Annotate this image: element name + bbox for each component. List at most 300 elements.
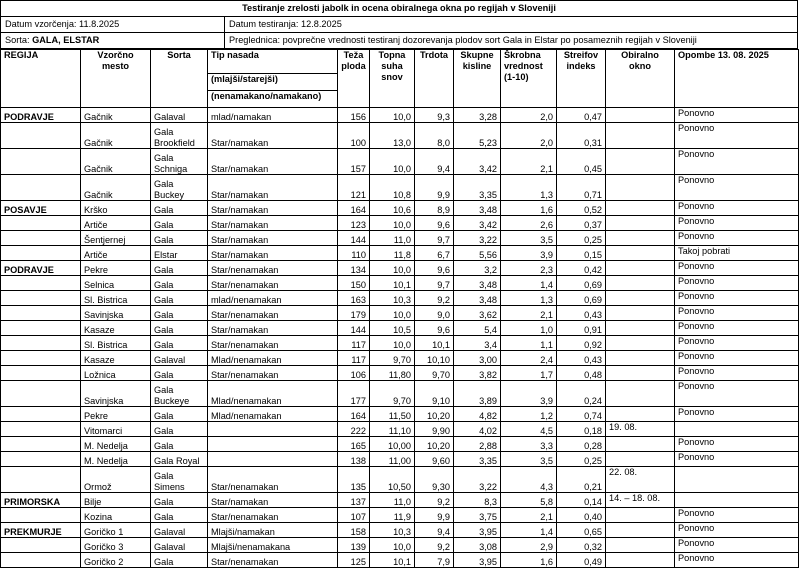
cell-harvest-window (606, 231, 675, 246)
cell-acids: 3,75 (454, 508, 501, 523)
table-row (1, 467, 799, 493)
table-row (1, 246, 799, 261)
col-regija: REGIJA (1, 50, 81, 108)
cell-firmness: 9,6 (415, 216, 454, 231)
cell-remarks: Ponovno (675, 437, 799, 452)
cell-sample-site: Kasaze (81, 321, 151, 336)
cell-streif-index: 0,42 (557, 261, 606, 276)
cell-acids: 3,95 (454, 523, 501, 538)
table-row (1, 452, 799, 467)
cell-region (1, 422, 81, 437)
cell-fruit-weight: 177 (338, 381, 370, 407)
cell-starch-value: 2,0 (501, 108, 557, 123)
cell-acids: 3,48 (454, 201, 501, 216)
cell-streif-index: 0,49 (557, 553, 606, 568)
cell-region (1, 175, 81, 201)
cell-orchard-type: Star/namakan (208, 201, 338, 216)
table-row (1, 216, 799, 231)
cell-region (1, 381, 81, 407)
cell-starch-value: 2,0 (501, 123, 557, 149)
cell-firmness: 9,70 (415, 366, 454, 381)
cell-fruit-weight: 164 (338, 407, 370, 422)
cell-variety: Gala (151, 201, 208, 216)
cell-streif-index: 0,18 (557, 422, 606, 437)
cell-region (1, 452, 81, 467)
cell-fruit-weight: 222 (338, 422, 370, 437)
cell-soluble-solids: 11,80 (370, 366, 415, 381)
cell-firmness: 9,10 (415, 381, 454, 407)
cell-firmness: 10,20 (415, 437, 454, 452)
cell-firmness: 9,4 (415, 523, 454, 538)
cell-soluble-solids: 10,0 (370, 538, 415, 553)
cell-remarks: Ponovno (675, 149, 799, 175)
cell-region (1, 538, 81, 553)
cell-variety: Gala (151, 366, 208, 381)
cell-harvest-window (606, 175, 675, 201)
cell-variety: Gala (151, 321, 208, 336)
cell-remarks: Ponovno (675, 452, 799, 467)
cell-starch-value: 1,3 (501, 175, 557, 201)
cell-harvest-window (606, 123, 675, 149)
cell-remarks: Ponovno (675, 321, 799, 336)
cell-fruit-weight: 157 (338, 149, 370, 175)
cell-region (1, 123, 81, 149)
cell-starch-value: 3,9 (501, 246, 557, 261)
col-skrobna: Škrobna vrednost (1-10) (501, 50, 557, 108)
cell-harvest-window (606, 381, 675, 407)
cell-variety: Gala (151, 422, 208, 437)
cell-sample-site: Bilje (81, 493, 151, 508)
cell-streif-index: 0,65 (557, 523, 606, 538)
cell-fruit-weight: 164 (338, 201, 370, 216)
cell-harvest-window (606, 216, 675, 231)
cell-starch-value: 1,7 (501, 366, 557, 381)
cell-variety: Galaval (151, 351, 208, 366)
cell-remarks: Ponovno (675, 351, 799, 366)
cell-sample-site: Artiče (81, 246, 151, 261)
table-row (1, 276, 799, 291)
cell-streif-index: 0,45 (557, 149, 606, 175)
cell-remarks: Ponovno (675, 108, 799, 123)
cell-firmness: 7,9 (415, 553, 454, 568)
cell-sample-site: Gačnik (81, 108, 151, 123)
cell-firmness: 9,0 (415, 306, 454, 321)
cell-soluble-solids: 10,0 (370, 108, 415, 123)
cell-firmness: 9,90 (415, 422, 454, 437)
cell-harvest-window (606, 246, 675, 261)
sampling-date: Datum vzorčenja: 11.8.2025 (1, 17, 225, 32)
cell-variety: Gala (151, 508, 208, 523)
cell-fruit-weight: 100 (338, 123, 370, 149)
cell-harvest-window (606, 508, 675, 523)
cell-streif-index: 0,31 (557, 123, 606, 149)
cell-starch-value: 3,9 (501, 381, 557, 407)
cell-fruit-weight: 106 (338, 366, 370, 381)
cell-firmness: 9,4 (415, 149, 454, 175)
cell-acids: 3,95 (454, 553, 501, 568)
cell-starch-value: 5,8 (501, 493, 557, 508)
cell-firmness: 9,60 (415, 452, 454, 467)
cell-harvest-window (606, 407, 675, 422)
cell-soluble-solids: 11,00 (370, 452, 415, 467)
cell-streif-index: 0,71 (557, 175, 606, 201)
cell-starch-value: 2,4 (501, 351, 557, 366)
cell-starch-value: 3,3 (501, 437, 557, 452)
cell-fruit-weight: 134 (338, 261, 370, 276)
cell-fruit-weight: 163 (338, 291, 370, 306)
cell-fruit-weight: 144 (338, 321, 370, 336)
cell-soluble-solids: 9,70 (370, 351, 415, 366)
cell-harvest-window (606, 201, 675, 216)
cell-region (1, 437, 81, 452)
cell-soluble-solids: 9,70 (370, 381, 415, 407)
cell-soluble-solids: 10,00 (370, 437, 415, 452)
col-trdota: Trdota (415, 50, 454, 108)
cell-starch-value: 1,6 (501, 201, 557, 216)
cell-starch-value: 1,1 (501, 336, 557, 351)
cell-remarks: Ponovno (675, 366, 799, 381)
cell-region (1, 291, 81, 306)
cell-variety: Gala Buckeye (151, 381, 208, 407)
cell-region (1, 407, 81, 422)
cell-firmness: 9,9 (415, 508, 454, 523)
cell-starch-value: 2,1 (501, 508, 557, 523)
cell-orchard-type: Mlad/nenamakan (208, 351, 338, 366)
cell-orchard-type (208, 422, 338, 437)
cell-remarks (675, 467, 799, 493)
cell-sample-site: Selnica (81, 276, 151, 291)
cell-soluble-solids: 11,0 (370, 231, 415, 246)
cell-acids: 8,3 (454, 493, 501, 508)
cell-acids: 3,4 (454, 336, 501, 351)
cell-sample-site: Pekre (81, 407, 151, 422)
cell-streif-index: 0,74 (557, 407, 606, 422)
cell-variety: Galaval (151, 538, 208, 553)
cell-variety: Galaval (151, 108, 208, 123)
table-row (1, 553, 799, 568)
cell-harvest-window (606, 336, 675, 351)
cell-variety: Gala (151, 336, 208, 351)
cell-orchard-type: Star/namakan (208, 246, 338, 261)
cell-remarks: Ponovno (675, 175, 799, 201)
cell-variety: Galaval (151, 523, 208, 538)
cell-acids: 3,22 (454, 231, 501, 246)
cell-sample-site: Ormož (81, 467, 151, 493)
cell-region (1, 351, 81, 366)
cell-region (1, 366, 81, 381)
cell-orchard-type: Star/nenamakan (208, 276, 338, 291)
cell-streif-index: 0,91 (557, 321, 606, 336)
cell-sample-site: Krško (81, 201, 151, 216)
col-kisline: Skupne kisline (454, 50, 501, 108)
cell-region (1, 276, 81, 291)
cell-streif-index: 0,47 (557, 108, 606, 123)
cell-acids: 3,2 (454, 261, 501, 276)
table-row (1, 336, 799, 351)
cell-acids: 5,4 (454, 321, 501, 336)
cell-region (1, 149, 81, 175)
cell-variety: Gala Royal (151, 452, 208, 467)
cell-harvest-window (606, 321, 675, 336)
cell-fruit-weight: 121 (338, 175, 370, 201)
cell-orchard-type: Mlajši/namakan (208, 523, 338, 538)
cell-variety: Gala (151, 276, 208, 291)
cell-region: PRIMORSKA (1, 493, 81, 508)
cell-sample-site: Sl. Bistrica (81, 291, 151, 306)
cell-acids: 3,22 (454, 467, 501, 493)
table-row (1, 437, 799, 452)
cell-sample-site: Goričko 2 (81, 553, 151, 568)
cell-orchard-type: Star/nenamakan (208, 467, 338, 493)
cell-starch-value: 2,3 (501, 261, 557, 276)
cell-soluble-solids: 10,50 (370, 467, 415, 493)
col-tip-nasada: Tip nasada (208, 50, 338, 74)
cell-acids: 3,48 (454, 276, 501, 291)
table-row (1, 508, 799, 523)
cell-orchard-type: Star/namakan (208, 321, 338, 336)
cell-acids: 5,56 (454, 246, 501, 261)
cell-harvest-window (606, 351, 675, 366)
cell-streif-index: 0,15 (557, 246, 606, 261)
cell-soluble-solids: 13,0 (370, 123, 415, 149)
cell-streif-index: 0,69 (557, 276, 606, 291)
cell-streif-index: 0,40 (557, 508, 606, 523)
cell-streif-index: 0,14 (557, 493, 606, 508)
cell-acids: 3,42 (454, 216, 501, 231)
cell-fruit-weight: 135 (338, 467, 370, 493)
cell-region (1, 216, 81, 231)
table-row (1, 231, 799, 246)
cell-harvest-window (606, 452, 675, 467)
cell-harvest-window (606, 523, 675, 538)
cell-soluble-solids: 11,9 (370, 508, 415, 523)
cell-region (1, 231, 81, 246)
table-row (1, 306, 799, 321)
cell-firmness: 9,2 (415, 493, 454, 508)
cell-acids: 4,82 (454, 407, 501, 422)
cell-sample-site: Sl. Bistrica (81, 336, 151, 351)
cell-remarks: Ponovno (675, 553, 799, 568)
cell-firmness: 10,20 (415, 407, 454, 422)
table-row (1, 381, 799, 407)
cell-variety: Gala (151, 291, 208, 306)
variety-info (1, 33, 225, 48)
cell-orchard-type: Star/nenamakan (208, 366, 338, 381)
cell-streif-index: 0,48 (557, 366, 606, 381)
cell-sample-site: Savinjska (81, 306, 151, 321)
cell-soluble-solids: 10,1 (370, 553, 415, 568)
cell-fruit-weight: 107 (338, 508, 370, 523)
col-streif: Streifov indeks (557, 50, 606, 108)
cell-streif-index: 0,92 (557, 336, 606, 351)
cell-remarks: Ponovno (675, 291, 799, 306)
table-caption: Preglednica: povprečne vrednosti testiranj dozorevanja plodov sort Gala in Elstar po posameznih regijah v Sloveniji (229, 35, 697, 45)
cell-soluble-solids: 10,0 (370, 336, 415, 351)
cell-remarks: Ponovno (675, 123, 799, 149)
cell-starch-value: 2,6 (501, 216, 557, 231)
cell-remarks: Ponovno (675, 276, 799, 291)
cell-sample-site: Kasaze (81, 351, 151, 366)
col-opombe: Opombe 13. 08. 2025 (675, 50, 799, 108)
cell-starch-value: 3,5 (501, 231, 557, 246)
cell-starch-value: 1,3 (501, 291, 557, 306)
variety-value: GALA, ELSTAR (32, 35, 100, 45)
cell-variety: Gala (151, 493, 208, 508)
cell-variety: Gala (151, 231, 208, 246)
cell-soluble-solids: 10,5 (370, 321, 415, 336)
cell-soluble-solids: 11,8 (370, 246, 415, 261)
cell-sample-site: Goričko 3 (81, 538, 151, 553)
cell-fruit-weight: 117 (338, 351, 370, 366)
cell-starch-value: 1,6 (501, 553, 557, 568)
cell-fruit-weight: 165 (338, 437, 370, 452)
cell-remarks: Ponovno (675, 508, 799, 523)
cell-streif-index: 0,37 (557, 216, 606, 231)
cell-variety: Gala (151, 216, 208, 231)
cell-firmness: 9,6 (415, 261, 454, 276)
cell-remarks: Ponovno (675, 381, 799, 407)
cell-orchard-type: Star/nenamakan (208, 306, 338, 321)
cell-variety: Gala (151, 437, 208, 452)
table-row (1, 321, 799, 336)
report-header (0, 0, 798, 49)
table-row (1, 261, 799, 276)
cell-soluble-solids: 10,3 (370, 523, 415, 538)
cell-starch-value: 4,3 (501, 467, 557, 493)
cell-acids: 3,35 (454, 452, 501, 467)
cell-harvest-window (606, 261, 675, 276)
cell-acids: 3,35 (454, 175, 501, 201)
cell-acids: 2,88 (454, 437, 501, 452)
cell-fruit-weight: 150 (338, 276, 370, 291)
table-row (1, 175, 799, 201)
cell-region (1, 467, 81, 493)
cell-orchard-type: Star/namakan (208, 231, 338, 246)
cell-fruit-weight: 137 (338, 493, 370, 508)
cell-firmness: 9,7 (415, 276, 454, 291)
cell-fruit-weight: 179 (338, 306, 370, 321)
cell-sample-site: Goričko 1 (81, 523, 151, 538)
table-row (1, 108, 799, 123)
cell-acids: 3,08 (454, 538, 501, 553)
cell-remarks: Takoj pobrati (675, 246, 799, 261)
cell-soluble-solids: 11,10 (370, 422, 415, 437)
cell-acids: 3,42 (454, 149, 501, 175)
cell-sample-site: Vitomarci (81, 422, 151, 437)
table-row (1, 149, 799, 175)
cell-orchard-type: Star/namakan (208, 149, 338, 175)
cell-region: POSAVJE (1, 201, 81, 216)
cell-remarks: Ponovno (675, 306, 799, 321)
report-title: Testiranje zrelosti jabolk in ocena obiralnega okna po regijah v Sloveniji (242, 3, 556, 13)
cell-harvest-window: 14. – 18. 08. (606, 493, 675, 508)
cell-fruit-weight: 138 (338, 452, 370, 467)
cell-streif-index: 0,32 (557, 538, 606, 553)
cell-remarks: Ponovno (675, 538, 799, 553)
cell-orchard-type: Star/nenamakan (208, 336, 338, 351)
cell-harvest-window (606, 149, 675, 175)
cell-firmness: 10,10 (415, 351, 454, 366)
cell-harvest-window (606, 306, 675, 321)
cell-orchard-type: mlad/namakan (208, 108, 338, 123)
cell-harvest-window (606, 366, 675, 381)
cell-harvest-window: 22. 08. (606, 467, 675, 493)
cell-region (1, 336, 81, 351)
cell-acids: 3,62 (454, 306, 501, 321)
table-row (1, 351, 799, 366)
cell-soluble-solids: 10,0 (370, 149, 415, 175)
cell-variety: Gala (151, 553, 208, 568)
cell-soluble-solids: 10,0 (370, 216, 415, 231)
cell-fruit-weight: 110 (338, 246, 370, 261)
cell-harvest-window (606, 538, 675, 553)
cell-remarks: Ponovno (675, 407, 799, 422)
cell-firmness: 9,30 (415, 467, 454, 493)
table-row (1, 407, 799, 422)
cell-acids: 3,48 (454, 291, 501, 306)
cell-firmness: 9,7 (415, 231, 454, 246)
cell-region: PODRAVJE (1, 108, 81, 123)
cell-streif-index: 0,52 (557, 201, 606, 216)
cell-harvest-window (606, 276, 675, 291)
cell-sample-site: M. Nedelja (81, 437, 151, 452)
cell-starch-value: 2,1 (501, 306, 557, 321)
table-row (1, 493, 799, 508)
cell-variety: Gala Simens (151, 467, 208, 493)
cell-soluble-solids: 10,0 (370, 306, 415, 321)
col-vzorcno-mesto: Vzorčno mesto (81, 50, 151, 108)
cell-starch-value: 4,5 (501, 422, 557, 437)
cell-sample-site: Gačnik (81, 149, 151, 175)
cell-region: PODRAVJE (1, 261, 81, 276)
cell-firmness: 9,9 (415, 175, 454, 201)
table-body (1, 108, 799, 568)
cell-streif-index: 0,25 (557, 452, 606, 467)
cell-starch-value: 1,4 (501, 276, 557, 291)
cell-soluble-solids: 11,0 (370, 493, 415, 508)
cell-orchard-type (208, 452, 338, 467)
cell-streif-index: 0,25 (557, 231, 606, 246)
cell-sample-site: M. Nedelja (81, 452, 151, 467)
table-row (1, 422, 799, 437)
col-obiralno: Obiralno okno (606, 50, 675, 108)
cell-remarks: Ponovno (675, 336, 799, 351)
cell-region (1, 321, 81, 336)
cell-starch-value: 3,5 (501, 452, 557, 467)
col-teza: Teža ploda (338, 50, 370, 108)
cell-acids: 3,82 (454, 366, 501, 381)
cell-orchard-type: Star/nenamakan (208, 553, 338, 568)
cell-soluble-solids: 10,0 (370, 261, 415, 276)
cell-orchard-type: Mlajši/nenamakana (208, 538, 338, 553)
col-topna: Topna suha snov (370, 50, 415, 108)
cell-remarks: Ponovno (675, 231, 799, 246)
cell-variety: Gala Schniga (151, 149, 208, 175)
cell-starch-value: 2,9 (501, 538, 557, 553)
cell-sample-site: Gačnik (81, 175, 151, 201)
cell-sample-site: Šentjernej (81, 231, 151, 246)
cell-firmness: 9,2 (415, 538, 454, 553)
cell-starch-value: 1,2 (501, 407, 557, 422)
cell-soluble-solids: 10,8 (370, 175, 415, 201)
cell-remarks: Ponovno (675, 523, 799, 538)
table-row (1, 123, 799, 149)
cell-sample-site: Savinjska (81, 381, 151, 407)
cell-variety: Gala (151, 306, 208, 321)
cell-region (1, 306, 81, 321)
cell-orchard-type: Mlad/nenamakan (208, 381, 338, 407)
cell-fruit-weight: 158 (338, 523, 370, 538)
